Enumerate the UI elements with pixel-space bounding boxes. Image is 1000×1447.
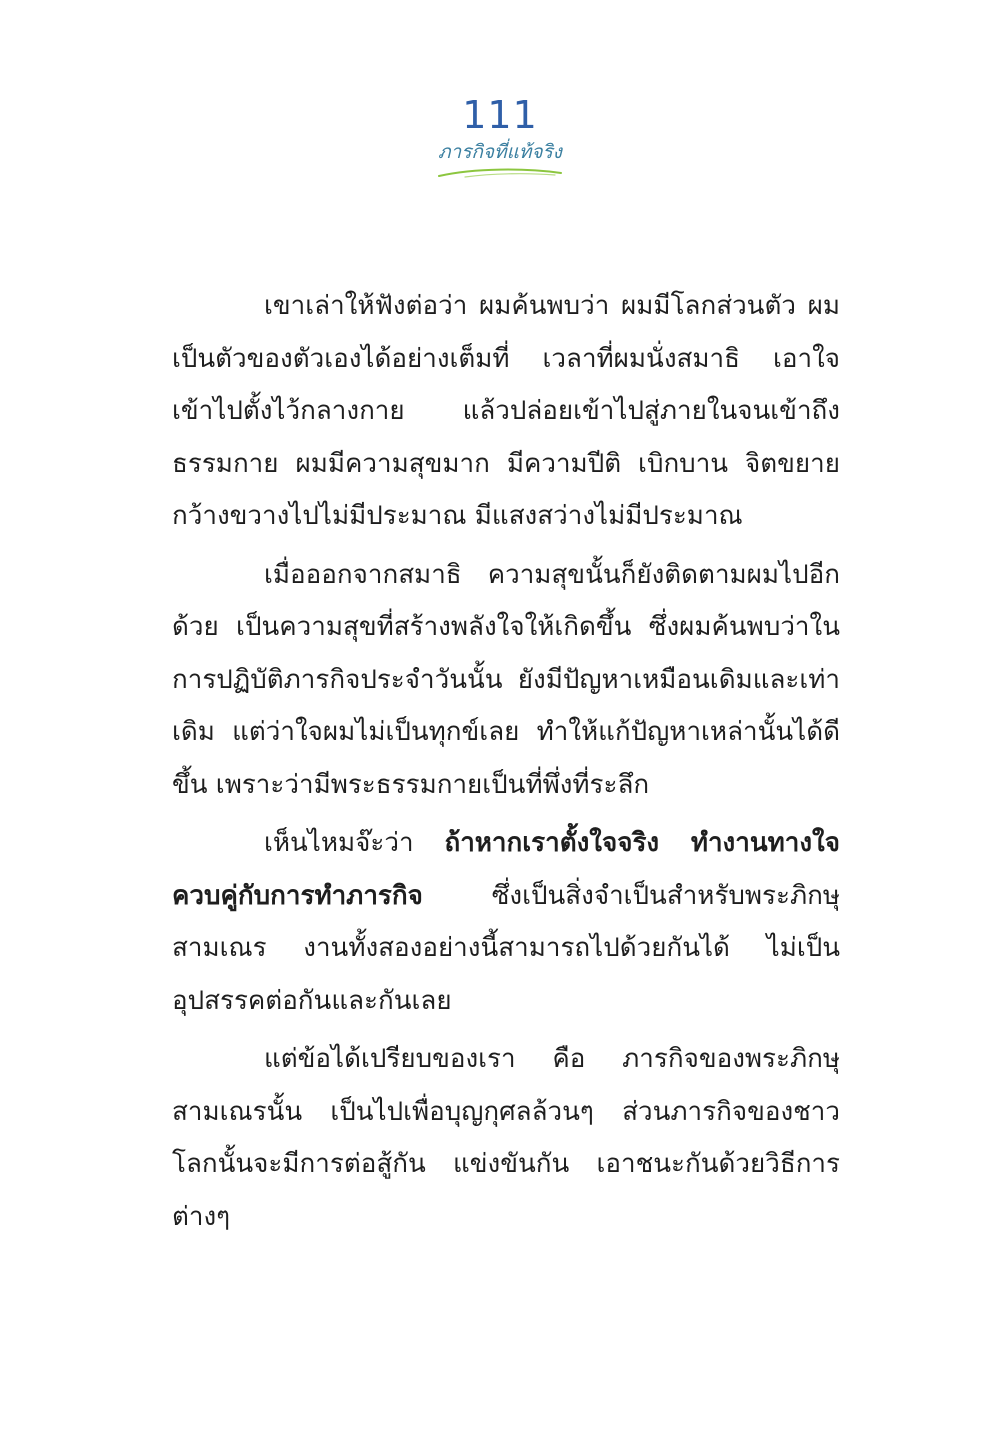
paragraph-3-lead: เห็นไหมจ๊ะว่า xyxy=(264,828,445,858)
swoosh-ornament-icon xyxy=(435,164,565,180)
paragraph-3 xyxy=(172,817,840,1027)
paragraph-3-emphasis: ถ้าหากเราตั้งใจจริง ทำงานทางใจควบคู่กับการทำภารกิจ xyxy=(172,828,840,911)
paragraph-2: เมื่อออกจากสมาธิ ความสุขนั้นก็ยังติดตามผมไปอีกด้วย เป็นความสุขที่สร้างพลังใจให้เกิดขึ้น ซึ่งผมค้นพบว่าในการปฏิบัติภารกิจประจำวันนั้น ยังมีปัญหาเหมือนเดิมและเท่าเดิม แต่ว่าใจผมไม่เป็นทุกข์เลย ทำให้แก้ปัญหาเหล่านั้นได้ดีขึ้น เพราะว่ามีพระธรรมกายเป็นที่พึ่งที่ระลึก xyxy=(172,559,840,800)
chapter-title: ภารกิจที่แท้จริง xyxy=(438,141,562,163)
paragraph-1: เขาเล่าให้ฟังต่อว่า ผมค้นพบว่า ผมมีโลกส่วนตัว ผมเป็นตัวของตัวเองได้อย่างเต็มที่ เวลาที่ผมนั่งสมาธิ เอาใจเข้าไปตั้งไว้กลางกาย แล้วปล่อยเข้าไปสู่ภายในจนเข้าถึงธรรมกาย ผมมีความสุขมาก มีความปีติ เบิกบาน จิตขยายกว้างขวางไปไม่มีประมาณ มีแสงสว่างไม่มีประมาณ xyxy=(172,291,840,531)
paragraph-4: แต่ข้อได้เปรียบของเรา คือ ภารกิจของพระภิกษุสามเณรนั้น เป็นไปเพื่อบุญกุศลล้วนๆ ส่วนภารกิจของชาวโลกนั้นจะมีการต่อสู้กัน แข่งขันกัน เอาชนะกันด้วยวิธีการต่างๆ xyxy=(172,1044,840,1232)
page-number: 111 xyxy=(462,93,538,137)
page-header xyxy=(0,92,1000,180)
paragraph-3-rest: ซึ่งเป็นสิ่งจำเป็นสำหรับพระภิกษุสามเณร งานทั้งสองอย่างนี้สามารถไปด้วยกันได้ ไม่เป็นอุปสรรคต่อกันและกันเลย xyxy=(172,880,840,1016)
body-text xyxy=(172,280,840,1249)
